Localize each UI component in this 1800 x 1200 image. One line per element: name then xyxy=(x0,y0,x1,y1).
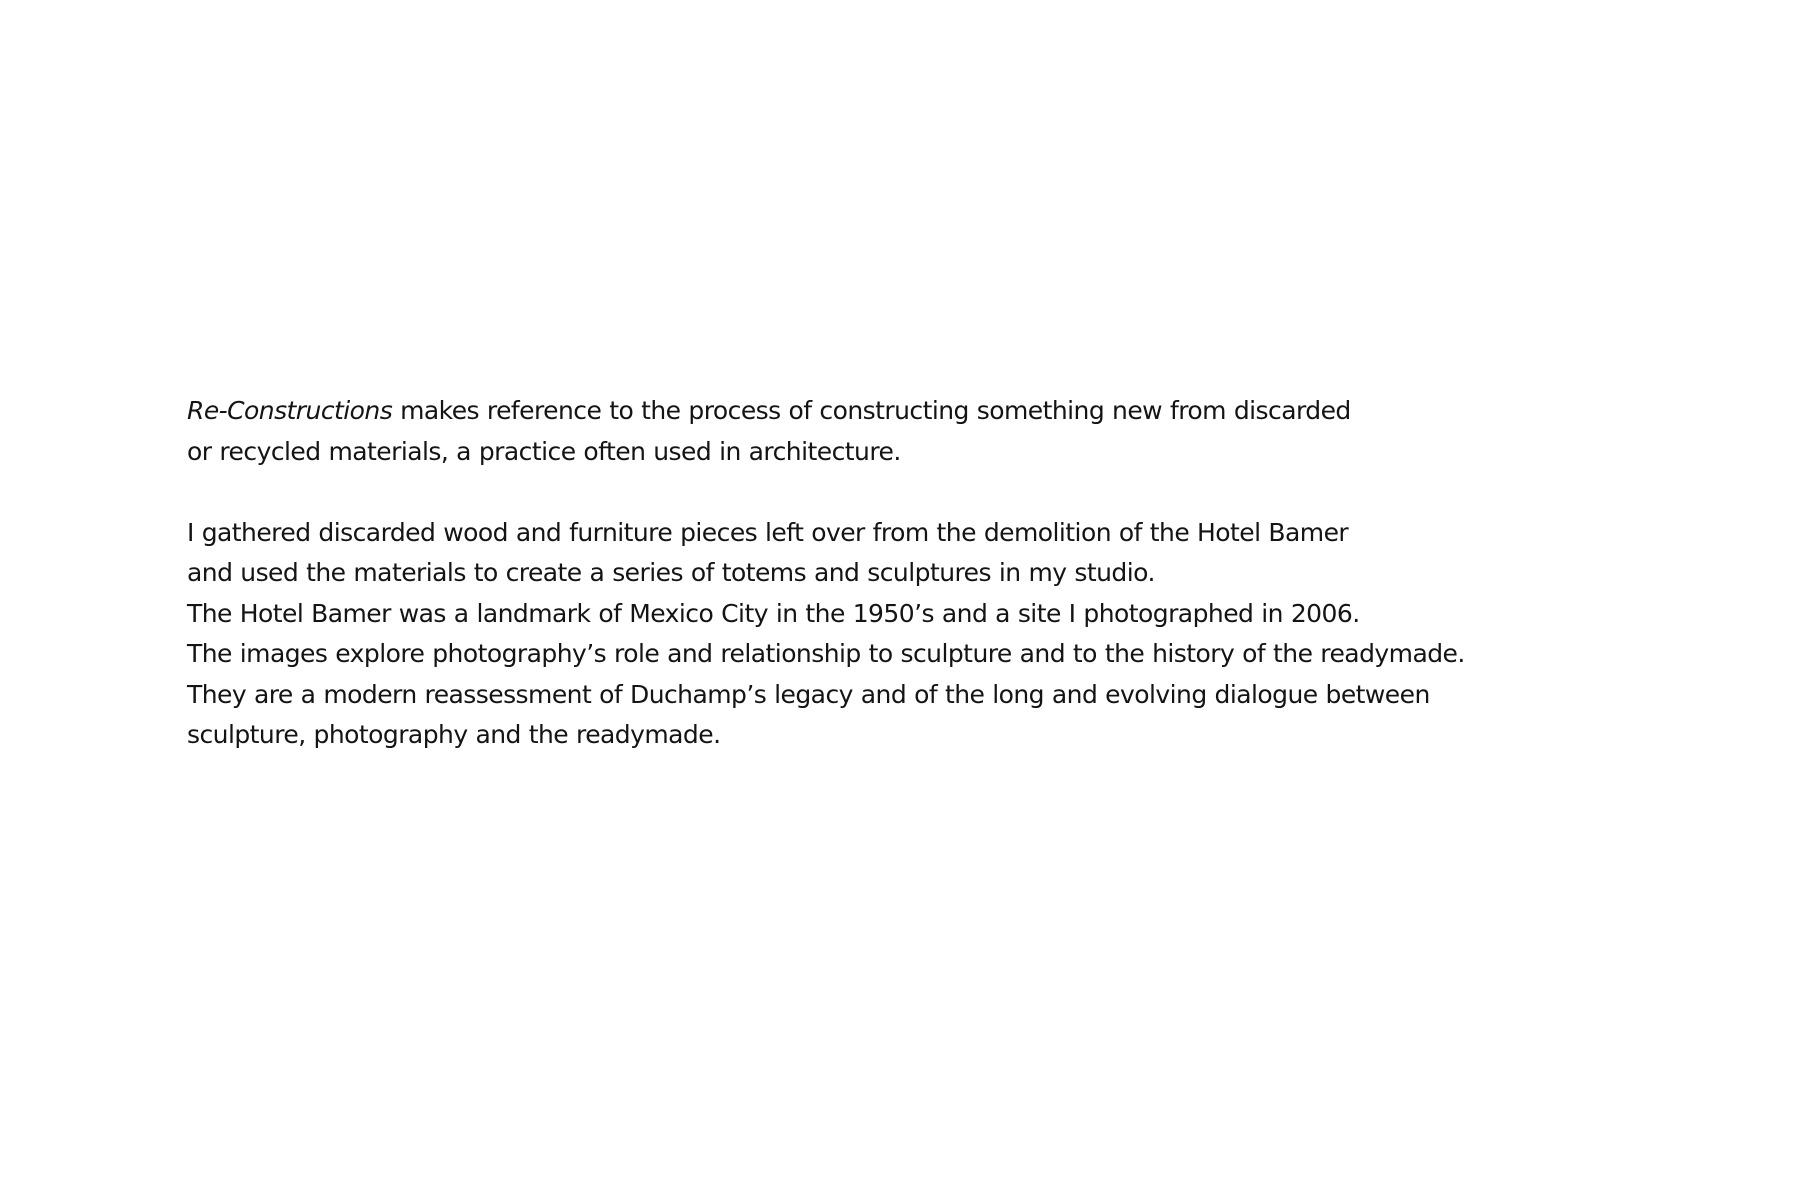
paragraph-body-line-3: The Hotel Bamer was a landmark of Mexico City in the 1950’s and a site I photographed in 2006. xyxy=(187,598,1360,628)
paragraph-intro-line-1 xyxy=(187,391,1747,432)
paragraph-intro xyxy=(187,391,1747,472)
paragraph-body-line-1: I gathered discarded wood and furniture pieces left over from the demolition of the Hotel Bamer xyxy=(187,517,1349,547)
artist-statement xyxy=(187,391,1747,756)
paragraph-body-line-4: The images explore photography’s role and relationship to sculpture and to the history of the readymade. xyxy=(187,639,1465,668)
paragraph-body-line-6: sculpture, photography and the readymade. xyxy=(187,720,721,749)
paragraph-intro-line-1-text: makes reference to the process of constructing something new from discarded xyxy=(392,396,1351,425)
project-title: Re-Constructions xyxy=(187,396,393,425)
paragraph-body xyxy=(187,513,1747,756)
paragraph-intro-line-2: or recycled materials, a practice often used in architecture. xyxy=(187,436,901,466)
paragraph-body-line-5: They are a modern reassessment of Duchamp’s legacy and of the long and evolving dialogue between xyxy=(187,679,1430,709)
paragraph-body-line-2: and used the materials to create a series of totems and sculptures in my studio. xyxy=(187,558,1155,587)
paragraph-spacer xyxy=(187,472,1747,513)
